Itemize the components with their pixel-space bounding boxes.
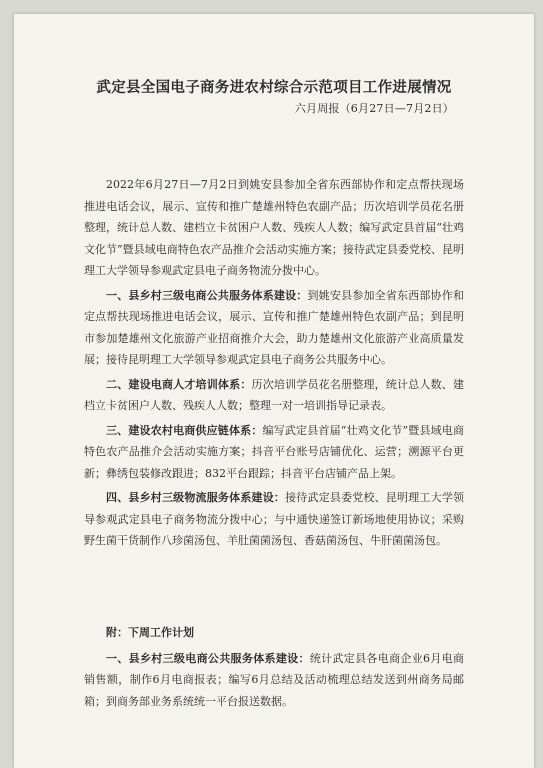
appendix-heading: 附：下周工作计划 <box>106 626 194 639</box>
document-body <box>84 174 464 552</box>
section-heading-2: 二、建设电商人才培训体系： <box>106 377 252 391</box>
appendix-section <box>84 622 464 712</box>
section-paragraph-1 <box>84 285 464 371</box>
section-heading-3: 三、建设农村电商供应链体系： <box>106 423 263 437</box>
section-paragraph-4 <box>84 487 464 552</box>
appendix-item-1 <box>84 648 464 713</box>
section-paragraph-3 <box>84 420 464 485</box>
section-paragraph-2 <box>84 374 464 417</box>
section-heading-4: 四、县乡村三级物流服务体系建设： <box>106 491 286 504</box>
section-text-4: 接待武定县委党校、昆明理工大学领导参观武定县电子商务物流分拨中心；与中通快递签订新场地使用协议；采购野生菌干货制作八珍菌汤包、羊肚菌菌汤包、香菇菌汤包、牛肝菌菌汤包。 <box>84 491 465 547</box>
section-text-2: 历次培训学员花名册整理，统计总人数、建档立卡贫困户人数、残疾人人数；整理一对一培训指导记录表。 <box>84 377 464 412</box>
section-heading-1: 一、县乡村三级电商公共服务体系建设： <box>106 288 308 302</box>
appendix-item-heading-1: 一、县乡村三级电商公共服务体系建设： <box>106 651 310 665</box>
section-text-1: 到姚安县参加全省东西部协作和定点帮扶现场推进电话会议，展示、宣传和推广楚雄州特色农副产品；到昆明市参加楚雄州文化旅游产业招商推介大会，助力楚雄州文化旅游产业高质量发展；接待昆明理工大学领导参观武定县电子商务公共服务中心。 <box>84 288 464 366</box>
document-subtitle: 六月周报（6月27日—7月2日） <box>294 102 454 115</box>
document-title: 武定县全国电子商务进农村综合示范项目工作进展情况 <box>96 79 452 96</box>
document-page <box>14 14 534 768</box>
appendix-item-text-1: 统计武定县各电商企业6月电商销售额，制作6月电商报表；编写6月总结及活动梳理总结发送到州商务局邮箱；到商务部业务系统统一平台报送数据。 <box>84 651 465 708</box>
intro-paragraph: 2022年6月27日—7月2日到姚安县参加全省东西部协作和定点帮扶现场推进电话会议，展示、宣传和推广楚雄州特色农副产品；历次培训学员花名册整理，统计总人数、建档立卡贫困户人数、残疾人人数；编写武定县首届“壮鸡文化节”暨县域电商特色农产品推介会活动实施方案；接待武定县委党校、昆明理工大学领导参观武定县电子商务物流分拨中心。 <box>84 178 464 277</box>
section-text-3: 编写武定县首届“壮鸡文化节”暨县域电商特色农产品推介会活动实施方案；抖音平台账号店铺优化、运营；溯源平台更新；彝绣包装修改跟进；832平台跟踪；抖音平台店铺产品上架。 <box>84 423 464 480</box>
